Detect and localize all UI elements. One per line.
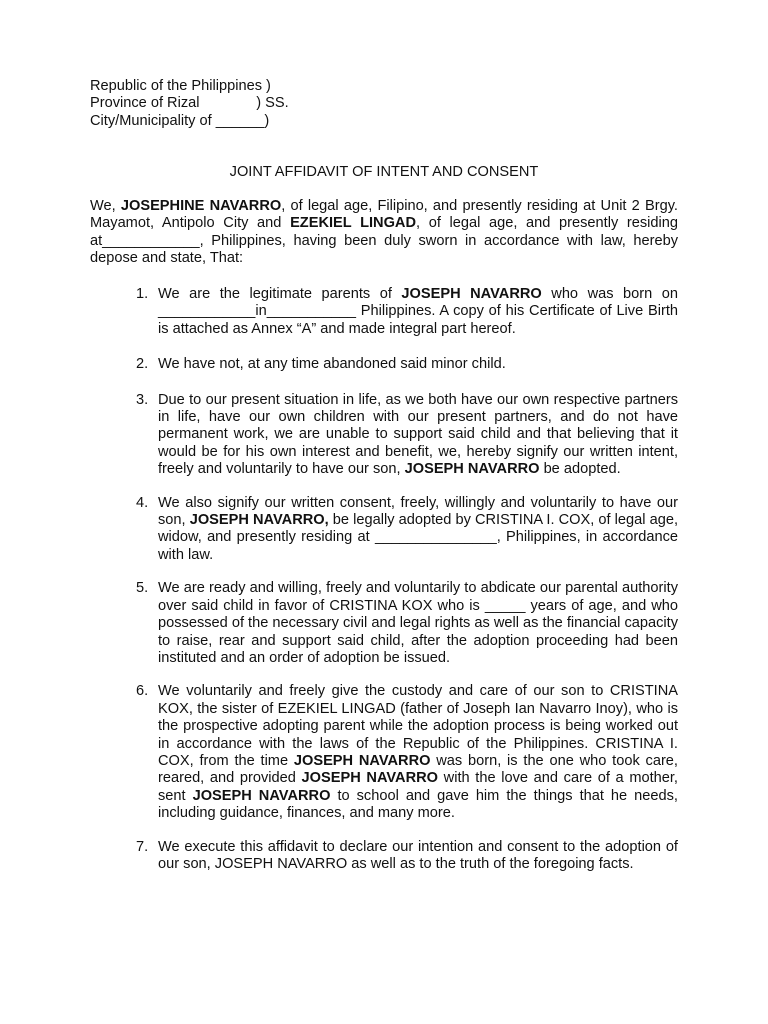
intro-text: , of legal age, Filipino, and presently residing at Unit 2 Brgy. Mayamot, Antipolo City and bbox=[90, 198, 678, 232]
item-number: 7. bbox=[136, 838, 149, 855]
item-text: We voluntarily and freely give the custody and care of our son to CRISTINA KOX, the sister of EZEKIEL LINGAD (father of Joseph Ian Navarro Inoy), who is the prospective adopting parent while the adoption process is being worked out in accordance with the laws of the Republic of the Philippines. CRISTINA I. COX, from the time bbox=[158, 683, 678, 769]
venue-block bbox=[90, 78, 289, 130]
item-text: We are the legitimate parents of bbox=[158, 286, 402, 302]
statement-item-4 bbox=[90, 495, 678, 565]
item-text: We have not, at any time abandoned said minor child. bbox=[158, 356, 506, 373]
intro-paragraph bbox=[90, 198, 678, 268]
item-text: We execute this affidavit to declare our intention and consent to the adoption of our son, JOSEPH NAVARRO as well as to the truth of the foregoing facts. bbox=[158, 838, 678, 872]
statement-item-6 bbox=[90, 683, 678, 822]
child-name: JOSEPH NAVARRO bbox=[192, 787, 331, 804]
child-name: JOSEPH NAVARRO bbox=[401, 286, 542, 302]
item-text: to school and gave him the things that he needs, including guidance, finances, and many more. bbox=[158, 787, 678, 822]
item-number: 4. bbox=[136, 494, 149, 511]
child-name: JOSEPH NAVARRO bbox=[404, 461, 540, 478]
document-title: JOINT AFFIDAVIT OF INTENT AND CONSENT bbox=[229, 164, 539, 180]
item-text: We are ready and willing, freely and voluntarily to abdicate our parental authority over said child in favor of CRISTINA KOX who is _____ years of age, and who possessed of the necessary civil and legal rights as well as the financial capacity to raise, rear and support said child, after the adoption proceeding had been instituted and an order of adoption be issued. bbox=[158, 580, 678, 666]
item-text: Due to our present situation in life, as we both have our own respective partners in life, have our own children with our present partners, and do not have permanent work, we are unable to support said child and that believing that it would be for his own interest and benefit, we, hereby signify our written intent, freely and voluntarily to have our son, bbox=[158, 391, 678, 478]
item-text: be legally adopted by CRISTINA I. COX, of legal age, widow, and presently residing at _______________, Philippines, in accordance with law. bbox=[158, 512, 678, 563]
item-text: with the love and care of a mother, sent bbox=[158, 770, 678, 804]
item-text: We also signify our written consent, freely, willingly and voluntarily to have our son, bbox=[158, 494, 678, 529]
child-name: JOSEPH NAVARRO bbox=[293, 752, 431, 769]
venue-republic-line: Republic of the Philippines ) bbox=[90, 78, 271, 94]
child-name: JOSEPH NAVARRO bbox=[301, 770, 439, 787]
statement-item-3 bbox=[90, 392, 678, 479]
statement-item-7 bbox=[90, 839, 678, 874]
item-number: 5. bbox=[136, 580, 149, 597]
item-number: 3. bbox=[136, 391, 149, 408]
intro-text: We, bbox=[90, 198, 121, 214]
item-text: who was born on ____________in___________ Philippines. A copy of his Certificate of Live Birth is attached as Annex “A” and made integral part hereof. bbox=[158, 286, 678, 337]
venue-province-line: Province of Rizal ) SS. bbox=[90, 95, 289, 112]
statement-item-2 bbox=[90, 356, 678, 373]
intro-text: , of legal age, and presently residing at____________, Philippines, having been duly sworn in accordance with law, hereby depose and state, That: bbox=[90, 215, 679, 267]
item-text: was born, is the one who took care, reared, and provided bbox=[158, 752, 678, 787]
affiant-name-2: EZEKIEL LINGAD bbox=[290, 215, 417, 232]
item-number: 1. bbox=[136, 286, 149, 302]
affiant-name-1: JOSEPHINE NAVARRO bbox=[120, 198, 282, 214]
statement-item-1 bbox=[90, 286, 678, 338]
child-name: JOSEPH NAVARRO, bbox=[189, 512, 329, 529]
statement-item-5 bbox=[90, 580, 678, 667]
item-number: 6. bbox=[136, 683, 149, 700]
statement-list bbox=[90, 286, 678, 873]
venue-city-line: City/Municipality of ______) bbox=[90, 112, 270, 129]
item-number: 2. bbox=[136, 356, 149, 373]
item-text: be adopted. bbox=[539, 461, 621, 478]
